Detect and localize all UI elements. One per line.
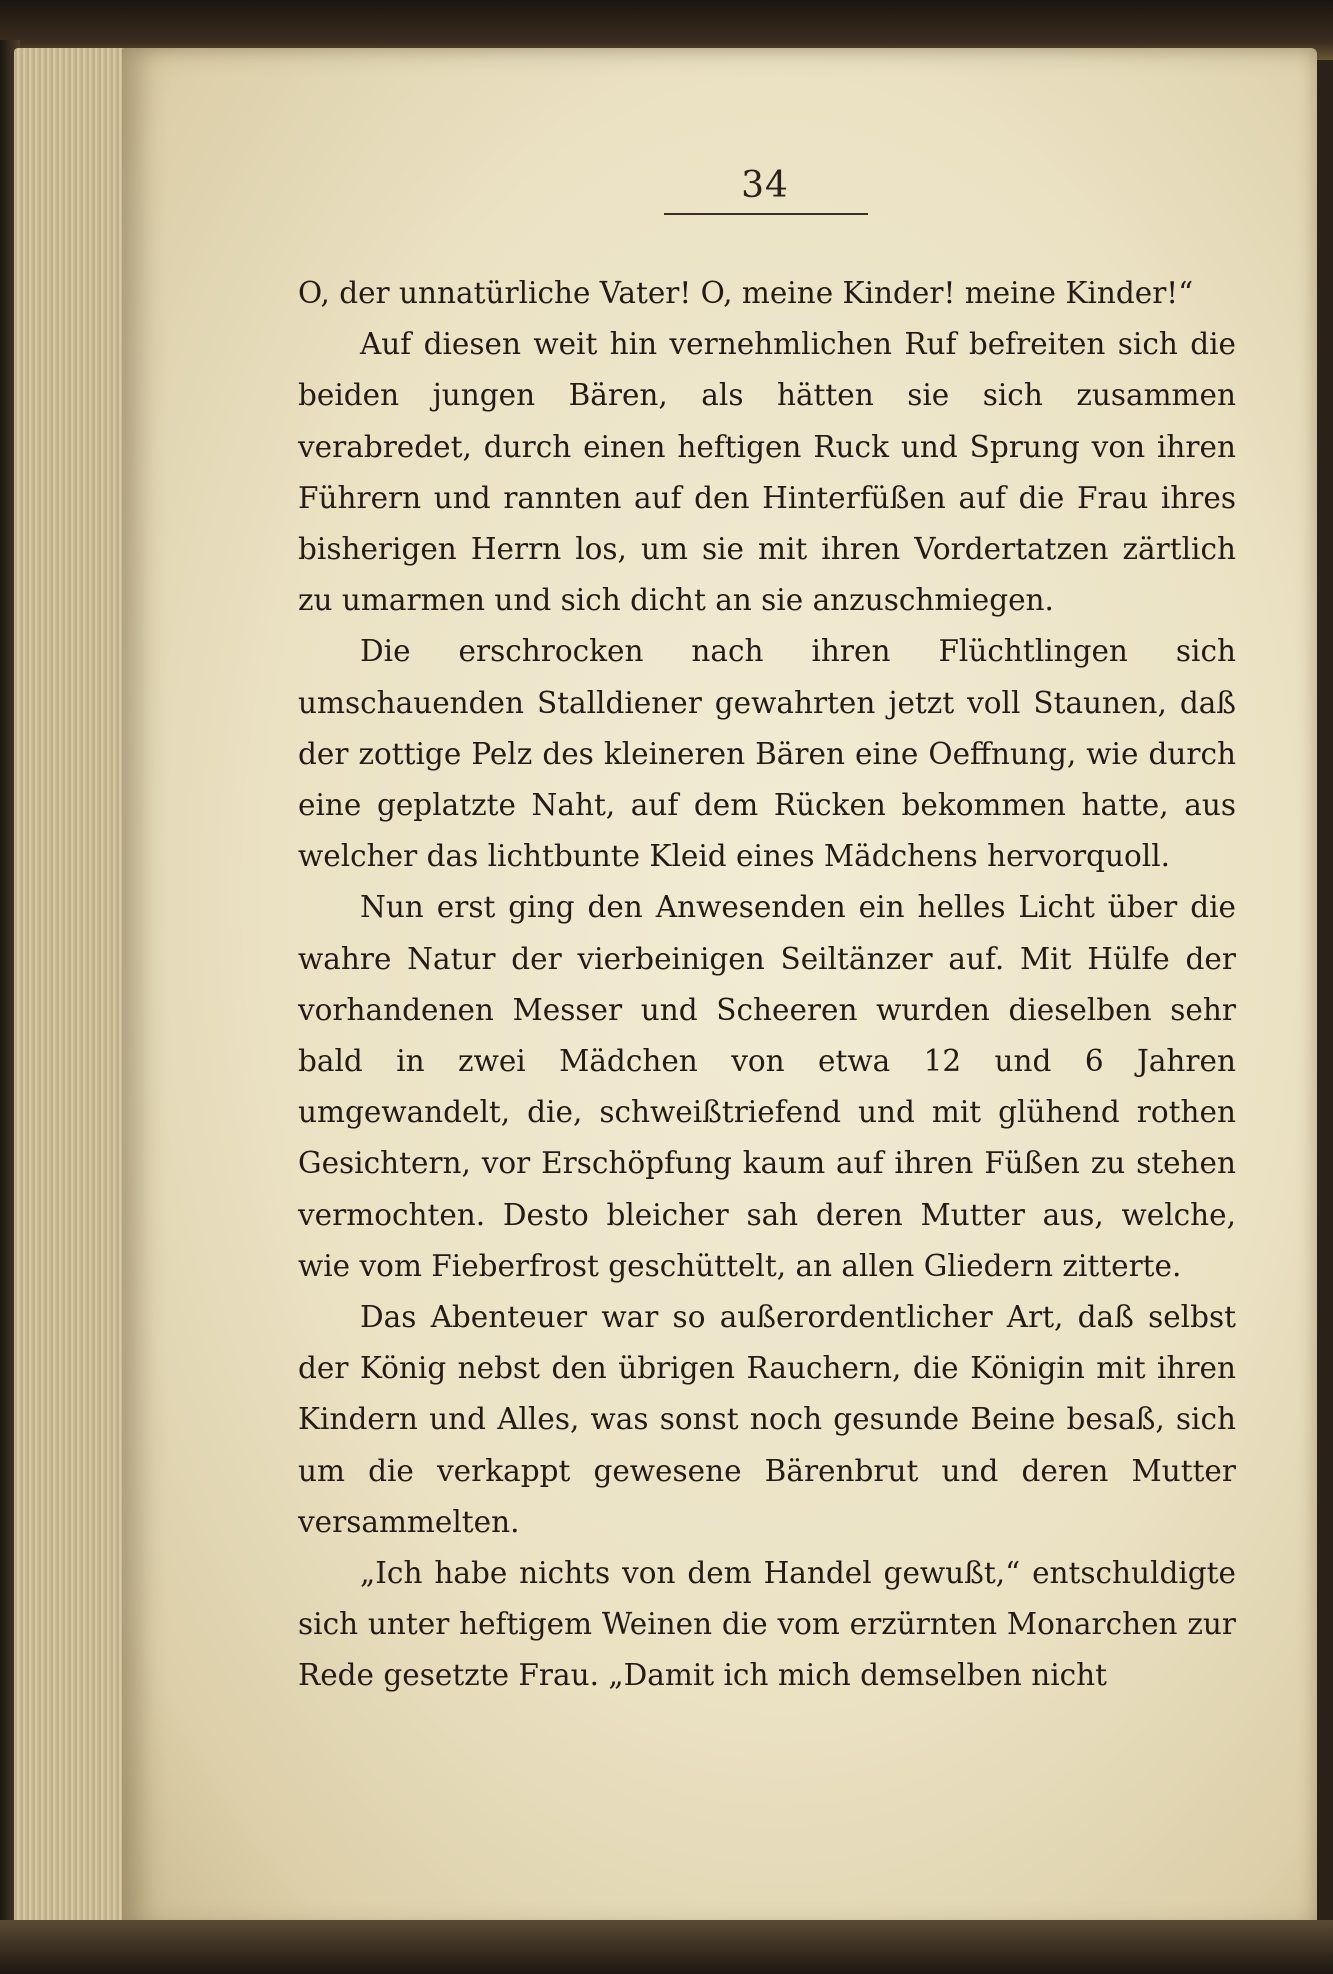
page-edges	[14, 48, 132, 1938]
paragraph: Das Abenteuer war so außerordentlicher Art, daß selbst der König nebst den übrigen Rauchern, die Königin mit ihren Kindern und Alles, was sonst noch gesunde Beine besaß, sich um die verkappt gewesene Bärenbrut und deren Mutter versammelten.	[298, 1300, 1236, 1539]
page-number-rule	[664, 213, 868, 215]
paragraph: Nun erst ging den Anwesenden ein helles Licht über die wahre Natur der vierbeinigen Seiltänzer auf. Mit Hülfe der vorhandenen Messer und Scheeren wurden dieselben sehr bald in zwei Mädchen von etwa 12 und 6 Jahren umgewandelt, die, schweißtriefend und mit glühend rothen Gesichtern, vor Erschöpfung kaum auf ihren Füßen zu stehen vermochten. Desto bleicher sah deren Mutter aus, welche, wie vom Fieberfrost geschüttelt, an allen Gliedern zitterte.	[298, 890, 1236, 1283]
page-text	[298, 268, 1236, 1702]
paragraph: O, der unnatürliche Vater! O, meine Kinder! meine Kinder!“	[298, 276, 1194, 310]
paragraph: Auf diesen weit hin vernehmlichen Ruf befreiten sich die beiden jungen Bären, als hätten sie sich zusammen verabredet, durch einen heftigen Ruck und Sprung von ihren Führern und rannten auf den Hinterfüßen auf die Frau ihres bisherigen Herrn los, um sie mit ihren Vordertatzen zärtlich zu umarmen und sich dicht an sie anzuschmiegen.	[298, 327, 1236, 618]
scan-bottom-edge	[0, 1920, 1333, 1974]
page-number: 34	[741, 165, 789, 206]
paragraph: „Ich habe nichts von dem Handel gewußt,“ entschuldigte sich unter heftigem Weinen die vom erzürnten Monarchen zur Rede gesetzte Frau. „Damit ich mich demselben nicht	[298, 1556, 1236, 1693]
paragraph: Die erschrocken nach ihren Flüchtlingen sich umschauenden Stalldiener gewahrten jetzt voll Staunen, daß der zottige Pelz des kleineren Bären eine Oeffnung, wie durch eine geplatzte Naht, auf dem Rücken bekommen hatte, aus welcher das lichtbunte Kleid eines Mädchens hervorquoll.	[298, 634, 1236, 874]
